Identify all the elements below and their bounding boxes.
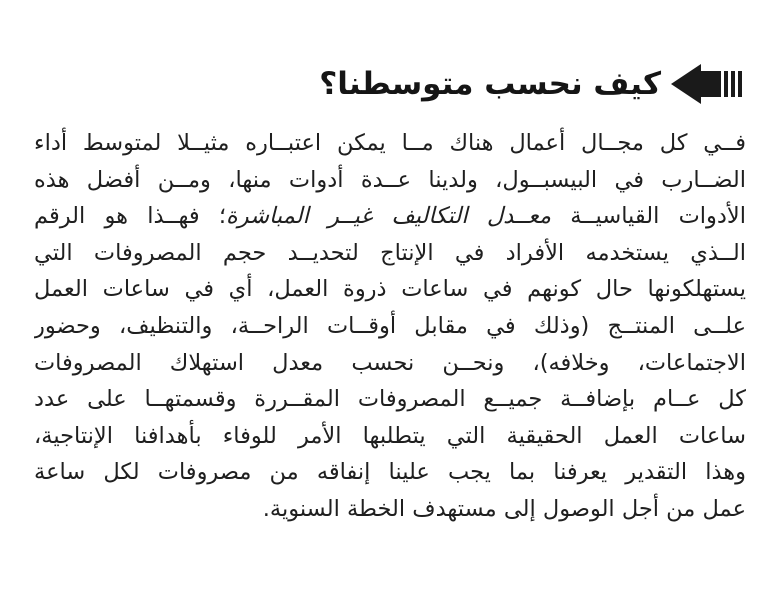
arrow-with-bars-icon <box>671 62 746 106</box>
heading-title: كيف نحسب متوسطنا؟ <box>319 66 661 102</box>
paragraph-line: وهذا التقدير يعرفنا بما يجب علينا إنفاقه من مصروفات لكل ساعة <box>34 459 746 486</box>
paragraph-line: ساعات العمل الحقيقية التي يتطلبها الأمر للوفاء بأهدافنا الإنتاجية، <box>34 422 746 449</box>
emphasized-term: معــدل التكاليف غيــر المباشرة <box>226 203 552 230</box>
paragraph-line: يستهلكونها حال كونهم في ساعات ذروة العمل، أي في ساعات العمل <box>34 276 746 303</box>
paragraph-line: الاجتماعات، وخلافه)، ونحــن نحسب معدل استهلاك المصروفات <box>34 349 746 376</box>
paragraph-line: فــي كل مجــال أعمال هناك مــا يمكن اعتبــاره مثيــلا لمتوسط أداء <box>34 130 746 156</box>
section-heading <box>319 62 746 106</box>
paragraph-line: الأدوات القياسيــة معــدل التكاليف غيــر المباشرة؛ فهــذا هو الرقم <box>34 203 746 230</box>
paragraph-line: الــذي يستخدمه الأفراد في الإنتاج لتحديــد حجم المصروفات التي <box>34 239 746 266</box>
paragraph-line: كل عــام بإضافــة جميــع المصروفات المقــررة وقسمتهــا على عدد <box>34 386 746 413</box>
paragraph-line: الضــارب في البيسبــول، ولدينا عــدة أدوات منها، ومــن أفضل هذه <box>34 166 746 193</box>
paragraph-line: عمل من أجل الوصول إلى مستهدف الخطة السنوية. <box>262 495 746 522</box>
paragraph-line: علــى المنتــج (وذلك في مقابل أوقــات الراحــة، والتنظيف، وحضور <box>34 312 746 339</box>
body-paragraph <box>34 125 746 528</box>
